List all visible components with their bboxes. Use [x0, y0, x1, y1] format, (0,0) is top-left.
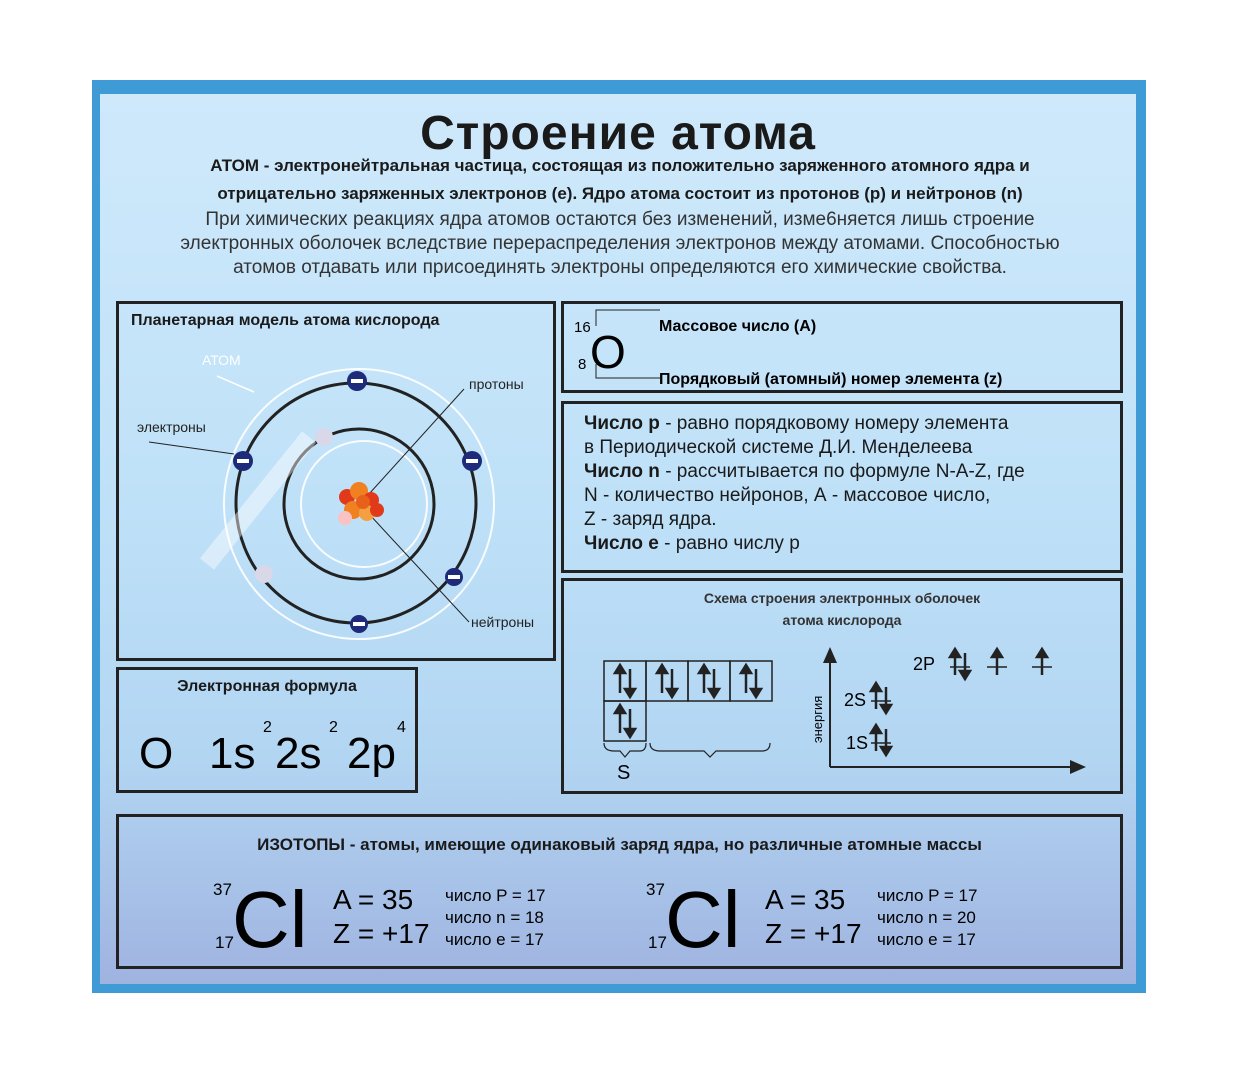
page-title: Строение атома: [420, 107, 816, 160]
electrons-pointer: [149, 442, 234, 454]
atomic-number-label: Порядковый (атомный) номер элемента (z): [659, 371, 1003, 388]
intro-line: атомов отдавать или присоединять электроны определяются его химические свойства.: [233, 257, 1007, 278]
neutron-definition: - рассчитывается по формуле N-A-Z, где: [659, 461, 1025, 482]
electron-minus: [445, 568, 463, 586]
isotope-p: число P = 17: [877, 886, 978, 905]
isotopes-panel: [116, 814, 1123, 969]
isotope-z: Z = +17: [333, 918, 430, 949]
electrons-label: электроны: [137, 419, 206, 435]
definition-line: АТОМ - электронейтральная частица, состоящая из положительно заряженного атомного ядра и: [210, 156, 1030, 175]
protons-pointer: [369, 389, 464, 494]
x-axis-arrow: [1070, 760, 1086, 774]
intro-line: электронных оболочек вследствие перераспределения электронов между атомами. Способностью: [180, 233, 1060, 254]
isotope-z: Z = +17: [765, 918, 862, 949]
electron-shell-scheme: [564, 581, 1120, 791]
atom-diagram: [119, 304, 553, 658]
poster-background: [100, 94, 1136, 984]
electron-minus: [350, 615, 368, 633]
level-1s-label: 1S: [846, 733, 869, 753]
scheme-title-line2: атома кислорода: [782, 612, 902, 628]
electron-formula: [119, 670, 415, 790]
protons-label: протоны: [469, 376, 524, 392]
element-symbol: O: [590, 326, 626, 378]
isotope-charge: 17: [215, 933, 234, 952]
electron-formula-panel: [116, 667, 418, 793]
electron-minus: [233, 451, 253, 471]
electron-definition: - равно числу р: [658, 533, 800, 554]
mass-number: 16: [574, 319, 591, 336]
neutron-rule: [584, 460, 1114, 484]
definition-line: отрицательно заряженных электронов (е). Ядро атома состоит из протонов (р) и нейтронов (n): [217, 184, 1023, 203]
particle-count-panel: [561, 401, 1123, 573]
isotope-a: A = 35: [765, 884, 846, 915]
isotope-e: число е = 17: [445, 930, 544, 949]
electron-term: Число е: [584, 533, 659, 554]
formula-term-2p: 2p: [347, 729, 396, 778]
poster-frame: [92, 80, 1146, 993]
energy-label: энергия: [810, 695, 825, 743]
atom-label: АТОМ: [202, 352, 241, 368]
inner-electron: [315, 428, 333, 446]
formula-sup-2s: 2: [329, 719, 338, 736]
neutron-definition-cont: N - количество нейронов, А - массовое число,: [584, 485, 991, 506]
isotope-mass: 37: [213, 880, 232, 899]
atom-pointer: [217, 376, 254, 392]
isotope-e: число е = 17: [877, 930, 976, 949]
isotope-symbol: Cl: [665, 875, 741, 964]
electron-shell-scheme-panel: [561, 578, 1123, 794]
mass-pointer: [596, 310, 660, 326]
proton-definition: - равно порядковому номеру элемента: [659, 413, 1009, 434]
intro-line: При химических реакциях ядра атомов остаются без изменений, изме6няется лишь строение: [205, 209, 1035, 230]
p-brace: [650, 743, 770, 757]
electron: [255, 565, 273, 583]
energy-level-arrows: [871, 649, 1052, 755]
intro-text: [110, 208, 1130, 280]
electron-formula-title: Электронная формула: [177, 678, 357, 695]
level-2p-label: 2P: [913, 654, 936, 674]
atom-definition: [110, 152, 1130, 208]
isotope-symbol: Cl: [232, 875, 308, 964]
energy-axis-arrow: [823, 647, 837, 663]
formula-sup-2p: 4: [397, 719, 406, 736]
level-2s-label: 2S: [844, 690, 867, 710]
formula-sup-1s: 2: [263, 719, 272, 736]
electron-minus: [462, 451, 482, 471]
s-brace: [604, 743, 646, 757]
planetary-model-title: Планетарная модель атома кислорода: [131, 312, 440, 329]
isotope-n: число n = 20: [877, 908, 976, 927]
isotope-a: A = 35: [333, 884, 414, 915]
formula-term-2s: 2s: [275, 729, 322, 778]
isotopes-title: ИЗОТОПЫ - атомы, имеющие одинаковый заряд ядра, но различные атомные массы: [257, 835, 982, 854]
watermark-stroke: [207, 437, 309, 564]
electron-rule: [584, 532, 1114, 556]
scheme-title-line1: Схема строения электронных оболочек: [703, 590, 981, 606]
particle-count-text: [584, 412, 1114, 556]
isotopes-diagram: [119, 817, 1120, 966]
isotope-item: [213, 875, 545, 964]
s-label: S: [617, 762, 631, 784]
isotope-p: число P = 17: [445, 886, 546, 905]
neutron-term: Число n: [584, 461, 660, 482]
isotope-charge: 17: [648, 933, 667, 952]
nucleus: [338, 482, 384, 525]
atomic-number: 8: [578, 356, 587, 373]
planetary-model-panel: [116, 301, 556, 661]
notation-diagram: [564, 304, 1120, 390]
proton-term: Число р: [584, 413, 660, 434]
neutrons-label: нейтроны: [471, 614, 535, 630]
formula-element: O: [139, 729, 174, 778]
neutron-definition-end: Z - заряд ядра.: [584, 509, 717, 530]
formula-term-1s: 1s: [209, 729, 256, 778]
isotope-mass: 37: [646, 880, 665, 899]
proton-definition-cont: в Периодической системе Д.И. Менделеева: [584, 437, 973, 458]
isotope-notation-panel: [561, 301, 1123, 393]
proton-rule: [584, 412, 1114, 436]
electron-minus: [347, 371, 367, 391]
mass-number-label: Массовое число (А): [659, 318, 817, 335]
isotope-n: число n = 18: [445, 908, 544, 927]
isotope-item: [646, 875, 977, 964]
